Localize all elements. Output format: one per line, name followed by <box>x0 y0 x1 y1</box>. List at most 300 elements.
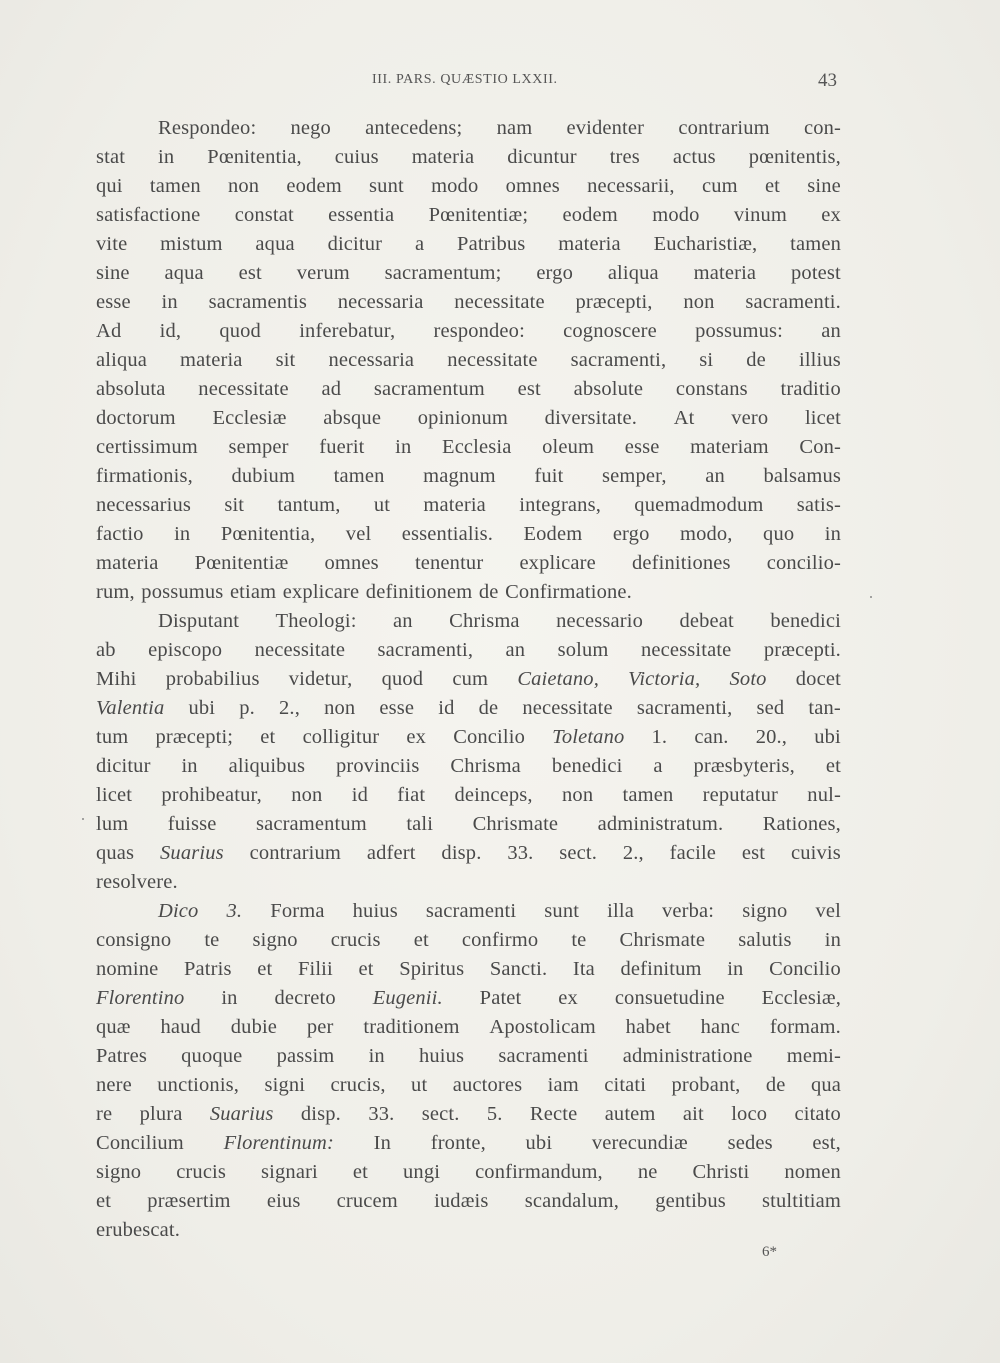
word: 20., <box>755 726 788 748</box>
word: solum <box>557 639 609 661</box>
word: de <box>765 1074 786 1096</box>
word: modo <box>431 175 479 197</box>
text-line <box>96 404 841 433</box>
word: signari <box>261 1161 318 1183</box>
word: reputatur <box>702 784 778 806</box>
word: ubi <box>525 1132 553 1154</box>
text-line <box>96 1100 841 1129</box>
word: Apostolicam <box>489 1016 596 1038</box>
word: oleum <box>542 436 595 458</box>
word: sacramentum; <box>384 262 502 284</box>
word: adfert <box>366 842 416 864</box>
word: te <box>571 929 587 951</box>
word: an <box>505 639 526 661</box>
word: sine <box>807 175 841 197</box>
word: licet <box>804 407 841 429</box>
word: necessitate <box>640 639 732 661</box>
word: aliqua <box>607 262 659 284</box>
word: traditionem <box>363 1016 460 1038</box>
text-line <box>96 201 841 230</box>
word: disp. <box>441 842 482 864</box>
word: vite <box>96 233 128 255</box>
word: si <box>699 349 714 371</box>
word: ex <box>406 726 427 748</box>
word: stultitiam <box>762 1190 841 1212</box>
word: per <box>306 1016 334 1038</box>
word: ut <box>373 494 391 516</box>
word: In <box>373 1132 392 1154</box>
word: tenentur <box>414 552 484 574</box>
word: vel <box>815 900 841 922</box>
word: in <box>395 436 412 458</box>
word: semper, <box>602 465 667 487</box>
word: definitionem <box>365 581 473 603</box>
word: tali <box>406 813 434 835</box>
word: est <box>741 842 766 864</box>
word: præcepti, <box>575 291 653 313</box>
word: illa <box>607 900 634 922</box>
text-line <box>96 259 841 288</box>
word: materia <box>423 494 486 516</box>
word: præsbyteris, <box>693 755 795 777</box>
word: contrarium <box>678 117 770 139</box>
word: administratum. <box>597 813 724 835</box>
word: in <box>824 929 841 951</box>
word: sit <box>224 494 245 516</box>
word: actus <box>672 146 716 168</box>
word: in <box>221 987 238 1009</box>
word: tres <box>609 146 640 168</box>
italic-word: Suarius <box>160 842 224 864</box>
word: nomine <box>96 958 159 980</box>
word: nam <box>496 117 533 139</box>
word: Patris <box>184 958 232 980</box>
word: tum <box>96 726 129 748</box>
word: tamen <box>790 233 841 255</box>
word: sacramentis <box>208 291 307 313</box>
word: esse <box>379 697 415 719</box>
word: modo, <box>679 523 733 545</box>
word: essentia <box>328 204 395 226</box>
word: necessaria <box>337 291 424 313</box>
word: esse <box>96 291 131 313</box>
word: Chrisma <box>450 755 521 777</box>
word: opinionum <box>417 407 508 429</box>
word: quæ <box>96 1016 131 1038</box>
word: vero <box>731 407 769 429</box>
word: explicare <box>282 581 360 603</box>
text-line <box>96 346 841 375</box>
word: ex <box>558 987 578 1009</box>
word: formam. <box>769 1016 841 1038</box>
word: non <box>683 291 715 313</box>
word: in <box>181 755 198 777</box>
word: materia <box>411 146 475 168</box>
word: materia <box>180 349 243 371</box>
word: constat <box>234 204 294 226</box>
word: in <box>174 523 191 545</box>
text-line <box>96 433 841 462</box>
paper-speck <box>870 596 872 598</box>
running-title: III. PARS. QUÆSTIO LXXII. <box>372 72 558 87</box>
word: cuivis <box>790 842 841 864</box>
word: aqua <box>164 262 204 284</box>
word: præcepti. <box>763 639 841 661</box>
word: hanc <box>700 1016 740 1038</box>
word: possumus <box>141 581 224 603</box>
word: nomen <box>784 1161 841 1183</box>
word: 1. <box>651 726 668 748</box>
paper-speck <box>82 818 84 820</box>
word: aliqua <box>96 349 147 371</box>
word: potest <box>791 262 841 284</box>
word: et <box>358 958 374 980</box>
word: semper <box>228 436 289 458</box>
word: sunt <box>369 175 404 197</box>
word: Concilium <box>96 1132 184 1154</box>
word: traditio <box>780 378 841 400</box>
word: Spiritus <box>399 958 465 980</box>
word: nere <box>96 1074 132 1096</box>
word: et <box>260 726 276 748</box>
word: materia <box>693 262 757 284</box>
word: quas <box>96 842 135 864</box>
word: sacramenti, <box>636 697 733 719</box>
text-line <box>96 114 841 143</box>
word: Theologi: <box>275 610 357 632</box>
word: tamen <box>333 465 385 487</box>
word: ungi <box>403 1161 441 1183</box>
word: necessitate <box>198 378 289 400</box>
word: Chrismate <box>619 929 706 951</box>
word: sacramenti, <box>377 639 474 661</box>
word: verecundiæ <box>591 1132 688 1154</box>
word: aqua <box>255 233 295 255</box>
italic-word: 3. <box>226 900 243 922</box>
word: ait <box>682 1103 704 1125</box>
word: vinum <box>733 204 787 226</box>
word: dubie <box>230 1016 278 1038</box>
word: de <box>746 349 766 371</box>
word: et <box>764 175 781 197</box>
word: id <box>351 784 368 806</box>
word: quod <box>381 668 424 690</box>
word: necessarius <box>96 494 192 516</box>
word: te <box>204 929 220 951</box>
word: Chrismate <box>472 813 559 835</box>
text-line <box>96 752 841 781</box>
word: iudæis <box>434 1190 489 1212</box>
signature-mark: 6* <box>762 1244 777 1260</box>
word: administratione <box>622 1045 753 1067</box>
word: diversitate. <box>544 407 637 429</box>
italic-word: Valentia <box>96 697 165 719</box>
word: resolvere. <box>96 871 178 893</box>
text-line <box>96 375 841 404</box>
word: quemadmodum <box>634 494 764 516</box>
word: crucis <box>176 1161 227 1183</box>
word: benedici <box>770 610 841 632</box>
word: p. <box>239 697 255 719</box>
word: disp. <box>300 1103 341 1125</box>
word: 2., <box>279 697 300 719</box>
word: huius <box>418 1045 465 1067</box>
word: an <box>821 320 841 342</box>
text-line <box>96 172 841 201</box>
word: erubescat. <box>96 1219 181 1241</box>
word: ad <box>321 378 342 400</box>
word: sacramenti <box>498 1045 589 1067</box>
word: videtur, <box>288 668 353 690</box>
word: huius <box>352 900 398 922</box>
word: consuetudine <box>614 987 725 1009</box>
text-line <box>96 926 841 955</box>
word: citati <box>604 1074 647 1096</box>
word: autem <box>604 1103 656 1125</box>
word: absolute <box>573 378 644 400</box>
word: unctionis, <box>157 1074 240 1096</box>
word: magnum <box>423 465 496 487</box>
word: eodem <box>286 175 342 197</box>
word: firmationis, <box>96 465 193 487</box>
word: Patet <box>479 987 522 1009</box>
italic-word: Florentinum: <box>223 1132 334 1154</box>
word: balsamus <box>763 465 841 487</box>
word: Forma <box>270 900 325 922</box>
text-line <box>96 491 841 520</box>
word: Recte <box>529 1103 578 1125</box>
word: scandalum, <box>524 1190 619 1212</box>
word: in <box>158 146 175 168</box>
word: sine <box>96 262 130 284</box>
word: satis- <box>796 494 841 516</box>
word: tamen <box>622 784 674 806</box>
word: modo <box>652 204 700 226</box>
word: crucis, <box>330 1074 386 1096</box>
word: ne <box>637 1161 658 1183</box>
word: sacramentum <box>373 378 485 400</box>
word: signo <box>252 929 298 951</box>
word: ubi <box>188 697 216 719</box>
text-line <box>96 1187 841 1216</box>
word: necessitate <box>447 349 538 371</box>
word: illius <box>798 349 841 371</box>
text-line <box>96 230 841 259</box>
word: absoluta <box>96 378 166 400</box>
word: quod <box>219 320 261 342</box>
word: episcopo <box>148 639 223 661</box>
word: sect. <box>421 1103 460 1125</box>
word: consigno <box>96 929 172 951</box>
text-line <box>96 839 841 868</box>
word: materia <box>96 552 159 574</box>
word: constans <box>675 378 748 400</box>
word: et <box>96 1190 112 1212</box>
word: sect. <box>559 842 597 864</box>
word: vel <box>345 523 372 545</box>
word: tantum, <box>277 494 341 516</box>
text-line <box>96 288 841 317</box>
word: fuerit <box>319 436 365 458</box>
word: 2., <box>622 842 644 864</box>
word: Pœnitentiæ; <box>428 204 529 226</box>
word: eius <box>266 1190 301 1212</box>
word: necessaria <box>328 349 415 371</box>
word: esse <box>624 436 660 458</box>
word: loco <box>731 1103 768 1125</box>
text-line <box>96 549 841 578</box>
text-line <box>96 694 841 723</box>
italic-word: Caietano, <box>517 668 599 690</box>
text-line <box>96 636 841 665</box>
word: sedes <box>727 1132 773 1154</box>
word: præcepti; <box>155 726 234 748</box>
word: sit <box>275 349 296 371</box>
word: est <box>238 262 262 284</box>
word: dicuntur <box>507 146 577 168</box>
word: omnes <box>324 552 379 574</box>
word: tamen <box>149 175 201 197</box>
word: prohibeatur, <box>161 784 262 806</box>
word: Ad <box>96 320 122 342</box>
text-line <box>96 1042 841 1071</box>
word: est <box>517 378 541 400</box>
word: in <box>727 958 744 980</box>
word: et <box>352 1161 369 1183</box>
text-line <box>96 665 841 694</box>
text-line <box>96 810 841 839</box>
word: an <box>393 610 413 632</box>
word: provinciis <box>336 755 420 777</box>
word: passim <box>276 1045 335 1067</box>
italic-word: Suarius <box>209 1103 274 1125</box>
word: et <box>257 958 273 980</box>
word: definitum <box>620 958 702 980</box>
text-line <box>96 781 841 810</box>
word: Respondeo: <box>158 117 257 139</box>
word: memi- <box>786 1045 841 1067</box>
word: Confirmatione. <box>505 581 632 603</box>
word: aliquibus <box>228 755 306 777</box>
word: ubi <box>814 726 841 748</box>
word: necessitate <box>254 639 346 661</box>
word: sacramenti. <box>745 291 841 313</box>
text-line <box>96 520 841 549</box>
word: an <box>705 465 725 487</box>
word: materiam <box>690 436 769 458</box>
word: 33. <box>507 842 534 864</box>
word: qua <box>810 1074 841 1096</box>
word: tan- <box>808 697 841 719</box>
word: a <box>653 755 663 777</box>
word: re <box>96 1103 113 1125</box>
word: fronte, <box>430 1132 486 1154</box>
word: At <box>673 407 695 429</box>
word: evidenter <box>566 117 645 139</box>
word: Con- <box>799 436 841 458</box>
text-line <box>96 578 841 607</box>
word: ergo <box>536 262 573 284</box>
word: crucis <box>330 929 381 951</box>
word: Pœnitentiæ <box>194 552 289 574</box>
word: non <box>324 697 356 719</box>
word: sed <box>756 697 785 719</box>
word: dubium <box>231 465 296 487</box>
word: cuius <box>334 146 379 168</box>
word: 5. <box>486 1103 503 1125</box>
word: con- <box>803 117 841 139</box>
word: satisfactione <box>96 204 201 226</box>
word: factio <box>96 523 144 545</box>
word: lum <box>96 813 129 835</box>
word: id <box>438 697 455 719</box>
word: 33. <box>368 1103 395 1125</box>
word: Pœnitentia, <box>220 523 316 545</box>
word: probabilius <box>165 668 260 690</box>
word: citato <box>794 1103 841 1125</box>
word: pœnitentis, <box>748 146 841 168</box>
word: can. <box>694 726 729 748</box>
word: præsertim <box>147 1190 231 1212</box>
word: Ecclesiæ, <box>761 987 841 1009</box>
word: possumus: <box>695 320 784 342</box>
text-line <box>96 984 841 1013</box>
text-line <box>96 317 841 346</box>
word: probant, <box>671 1074 741 1096</box>
italic-word: Victoria, <box>628 668 701 690</box>
word: Disputant <box>158 610 240 632</box>
word: non <box>562 784 594 806</box>
word: est, <box>812 1132 841 1154</box>
italic-word: Dico <box>158 900 199 922</box>
word: verba: <box>662 900 715 922</box>
word: nul- <box>807 784 841 806</box>
word: colligitur <box>302 726 380 748</box>
italic-word: Eugenii. <box>372 987 443 1009</box>
word: definitiones <box>632 552 731 574</box>
text-line <box>96 897 841 926</box>
word: integrans, <box>519 494 601 516</box>
word: rum, <box>96 581 135 603</box>
word: Pœnitentia, <box>207 146 302 168</box>
word: concilio- <box>766 552 841 574</box>
word: cognoscere <box>563 320 657 342</box>
word: decreto <box>274 987 336 1009</box>
word: Chrisma <box>449 610 520 632</box>
word: in <box>161 291 178 313</box>
word: Patribus <box>457 233 526 255</box>
word: Patres <box>96 1045 147 1067</box>
word: non <box>227 175 260 197</box>
word: sunt <box>544 900 580 922</box>
word: gentibus <box>655 1190 726 1212</box>
word: dicitur <box>96 755 151 777</box>
word: cum <box>452 668 489 690</box>
word: in <box>824 523 841 545</box>
word: Concilio <box>453 726 525 748</box>
text-line <box>96 1158 841 1187</box>
word: id, <box>159 320 182 342</box>
text-line <box>96 1013 841 1042</box>
word: Ecclesia <box>442 436 512 458</box>
page-number: 43 <box>818 70 837 91</box>
word: deinceps, <box>454 784 533 806</box>
word: facile <box>669 842 717 864</box>
word: haud <box>160 1016 201 1038</box>
word: non <box>291 784 323 806</box>
word: licet <box>96 784 133 806</box>
word: stat <box>96 146 126 168</box>
